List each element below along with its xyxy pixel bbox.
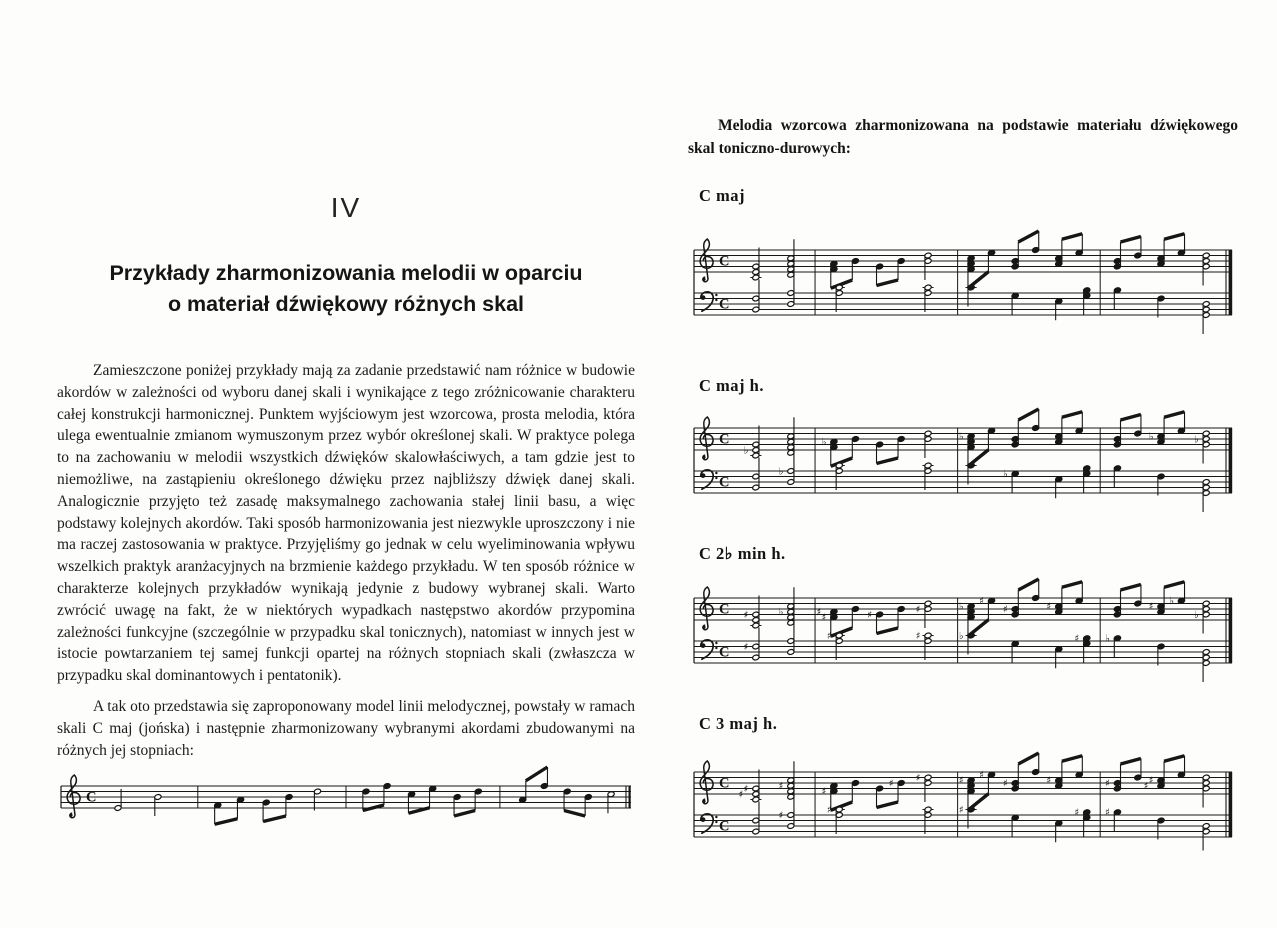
chapter-title xyxy=(57,258,635,320)
svg-text:♯: ♯ xyxy=(1105,807,1110,819)
svg-text:C: C xyxy=(719,644,730,661)
section-intro: Melodia wzorcowa zharmonizowana na podstawie materiału dźwiękowego skal toniczno-durowych: xyxy=(688,117,1238,157)
svg-text:C: C xyxy=(719,601,730,618)
svg-text:♯: ♯ xyxy=(958,775,964,787)
svg-text:♯: ♯ xyxy=(743,641,749,653)
svg-text:♯: ♯ xyxy=(826,630,832,642)
svg-text:♯: ♯ xyxy=(738,789,744,801)
system-notation-c-maj-h xyxy=(688,406,1240,520)
svg-text:C: C xyxy=(719,818,730,835)
system-notation-c-2b-min-h xyxy=(688,576,1240,690)
system-label-c-3-maj-h: C 3 maj h. xyxy=(699,714,778,733)
system-notation-c-3-maj-h xyxy=(688,750,1240,864)
svg-text:♯: ♯ xyxy=(979,596,985,608)
chapter-title-line1: Przykłady zharmonizowania melodii w oparciu xyxy=(109,261,583,285)
chapter-title-line2: o materiał dźwiękowy różnych skal xyxy=(167,292,525,316)
svg-text:♯: ♯ xyxy=(743,783,749,795)
melody-staff xyxy=(57,770,635,834)
svg-text:♯: ♯ xyxy=(1074,633,1080,645)
svg-text:♯: ♯ xyxy=(1002,604,1008,616)
svg-text:♯: ♯ xyxy=(1148,601,1154,613)
svg-text:♯: ♯ xyxy=(743,609,749,621)
svg-text:C: C xyxy=(719,474,730,491)
svg-text:♭: ♭ xyxy=(1193,609,1199,621)
svg-text:C: C xyxy=(86,789,97,806)
svg-text:♭: ♭ xyxy=(958,431,964,443)
svg-text:♭: ♭ xyxy=(1193,434,1199,446)
svg-text:♯: ♯ xyxy=(1046,775,1052,787)
svg-text:♯: ♯ xyxy=(867,609,873,621)
svg-text:C: C xyxy=(719,775,730,792)
svg-text:♯: ♯ xyxy=(888,778,894,790)
svg-text:♯: ♯ xyxy=(816,607,822,619)
svg-text:♭: ♭ xyxy=(821,437,827,449)
svg-text:♭: ♭ xyxy=(1002,469,1008,481)
chapter-number: IV xyxy=(330,192,362,223)
svg-text:♯: ♯ xyxy=(979,770,985,782)
svg-text:♯: ♯ xyxy=(821,786,827,798)
svg-text:♭: ♭ xyxy=(958,601,964,613)
model-melody-notation xyxy=(57,770,635,834)
paragraph-model-melody: A tak oto przedstawia się zaproponowany model linii melodycznej, powstały w ramach skali C maj (jońska) i następnie zharmonizowany wybranymi akordami zbudowanymi na różnych jej stopniach: xyxy=(57,697,635,759)
svg-text:♯: ♯ xyxy=(778,810,784,822)
svg-text:♯: ♯ xyxy=(826,804,832,816)
svg-text:♯: ♯ xyxy=(915,604,921,616)
svg-text:♭: ♭ xyxy=(958,630,964,642)
book-page-left xyxy=(57,0,635,834)
svg-text:♯: ♯ xyxy=(915,772,921,784)
svg-text:♭: ♭ xyxy=(1105,633,1110,645)
system-label-c-maj: C maj xyxy=(699,186,746,205)
svg-text:C: C xyxy=(719,253,730,270)
svg-text:♭: ♭ xyxy=(1169,596,1174,608)
system-notation-c-maj xyxy=(688,228,1240,342)
svg-text:C: C xyxy=(719,431,730,448)
svg-text:C: C xyxy=(719,296,730,313)
paragraph-intro: Zamieszczone poniżej przykłady mają za zadanie przedstawić nam różnice w budowie akordów w zależności od wyboru danej skali i wynikające z tego zróżnicowanie charakteru całej konstrukcji harmonicznej. Punktem wyjściowym jest wzorcowa, prosta melodia, która ulega ewentualnie zmianom wymuszonym przez wybór określonej skali. W praktyce polega to na zachowaniu w melodii wszystkich dźwięków skalowłaściwych, a tam gdzie jest to niemożliwe, na zastąpieniu określonego dźwięku przez najbliższy dźwięk danej skali. Analogicznie przyjęto też zasadę maksymalnego zachowania stałej linii basu, a więc podstawy kolejnych akordów. Taki sposób harmonizowania jest niezwykle uproszczony i nie ma raczej zastosowania w praktyce. Przyjęliśmy go jednak w celu wyeliminowania wpływu wszelkich praktyk aranżacyjnych na brzmienie każdego przykładu. W ten sposób różnice w charakterze kolejnych przykładów wynikają jedynie z budowy wybranej skali. Warto zwrócić uwagę na fakt, że w niektórych wypadkach następstwo akordów przypomina zależności funkcyjne (szczególnie w przypadku skal tonicznych), natomiast w innych jest w istocie powtarzaniem tej samej funkcji opartej na różnych stopniach skali (zwłaszcza w przypadku skal dominantowych i pentatonik). xyxy=(57,362,635,685)
svg-text:♯: ♯ xyxy=(958,804,964,816)
svg-text:♯: ♯ xyxy=(1002,778,1008,790)
svg-text:♯: ♯ xyxy=(1105,778,1110,790)
svg-text:♭: ♭ xyxy=(778,466,784,478)
svg-text:♯: ♯ xyxy=(915,630,921,642)
svg-text:♯: ♯ xyxy=(1148,775,1154,787)
svg-text:♯: ♯ xyxy=(778,781,784,793)
svg-text:♭: ♭ xyxy=(743,445,749,457)
system-label-c-maj-h: C maj h. xyxy=(699,376,764,395)
svg-text:♭: ♭ xyxy=(778,607,784,619)
svg-text:♯: ♯ xyxy=(1074,807,1080,819)
svg-text:♯: ♯ xyxy=(821,612,827,624)
svg-text:♯: ♯ xyxy=(1046,601,1052,613)
svg-text:♭: ♭ xyxy=(1148,431,1154,443)
svg-text:♯: ♯ xyxy=(1143,781,1149,793)
system-label-c-2b-min-h: C 2♭ min h. xyxy=(699,544,786,563)
